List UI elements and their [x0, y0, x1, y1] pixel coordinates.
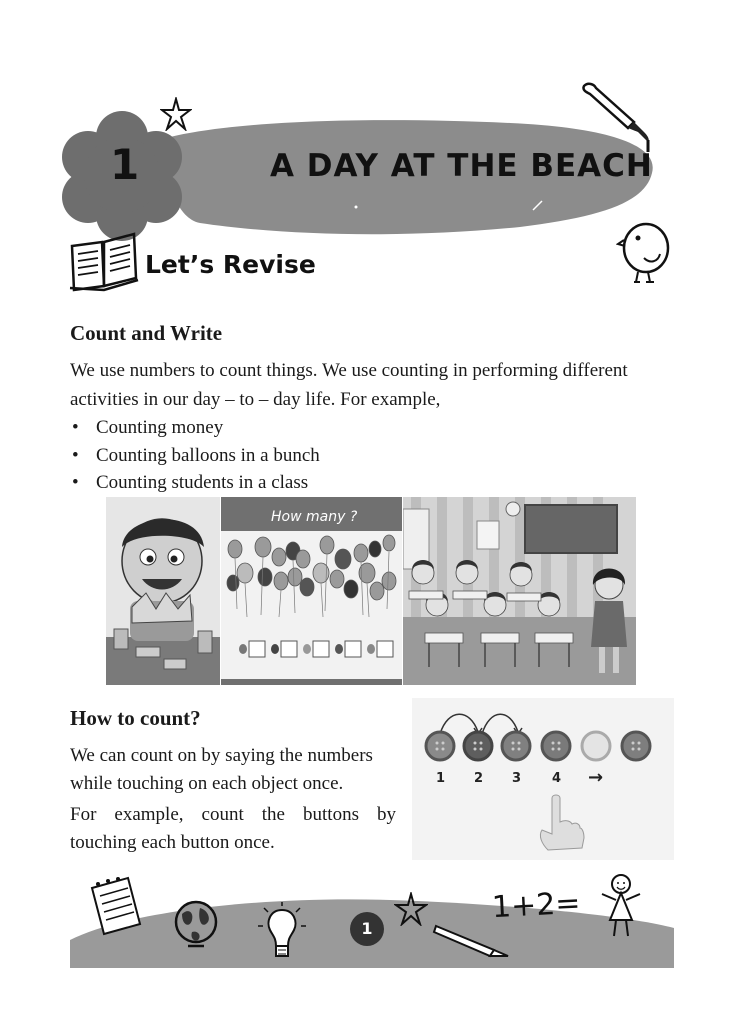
section-heading: Let’s Revise — [145, 250, 316, 279]
pencil-icon — [432, 920, 512, 960]
balloon-panel-title: How many ? — [271, 509, 358, 525]
list-item: • Counting balloons in a bunch — [70, 442, 320, 470]
how-to-count-text — [70, 742, 396, 857]
star-icon — [394, 892, 428, 926]
counting-money-illustration — [106, 497, 220, 685]
balloon-counting-illustration — [221, 497, 402, 685]
how-to-count-heading: How to count? — [70, 706, 201, 730]
open-book-icon — [68, 228, 140, 296]
globe-icon — [172, 898, 220, 950]
list-item: • Counting students in a class — [70, 469, 320, 497]
list-item: • Counting money — [70, 414, 320, 442]
paintbrush-icon — [578, 80, 658, 152]
how-to-count-line-4: touching each button once. — [70, 832, 275, 853]
intro-line-2: activities in our day – to – day life. For example, — [70, 389, 441, 410]
stick-figure-icon — [598, 872, 644, 940]
sequence-number: 1 — [436, 771, 446, 786]
intro-line-1: We use numbers to count things. We use counting in performing different — [70, 360, 628, 381]
how-to-count-line-3: For example, count the buttons by — [70, 804, 396, 825]
sequence-number: 4 — [552, 771, 562, 786]
sequence-number: 2 — [474, 771, 484, 786]
star-icon — [160, 97, 192, 131]
count-and-write-heading: Count and Write — [70, 321, 223, 345]
classroom-illustration — [403, 497, 636, 685]
chapter-title: A DAY AT THE BEACH — [270, 148, 653, 184]
how-to-count-line-2: while touching on each object once. — [70, 773, 344, 794]
how-to-count-line-1: We can count on by saying the numbers — [70, 745, 373, 766]
right-arrow-icon: → — [588, 767, 604, 788]
sum-doodle: 1+2= — [491, 885, 582, 926]
page-number: 1 — [350, 912, 384, 946]
lightbulb-icon — [256, 900, 308, 968]
example-list — [70, 414, 320, 497]
chapter-number: 1 — [110, 140, 140, 189]
sequence-number: 3 — [512, 771, 522, 786]
button-counting-diagram — [412, 698, 674, 860]
notepad-icon — [88, 876, 144, 938]
chick-icon — [616, 218, 674, 284]
